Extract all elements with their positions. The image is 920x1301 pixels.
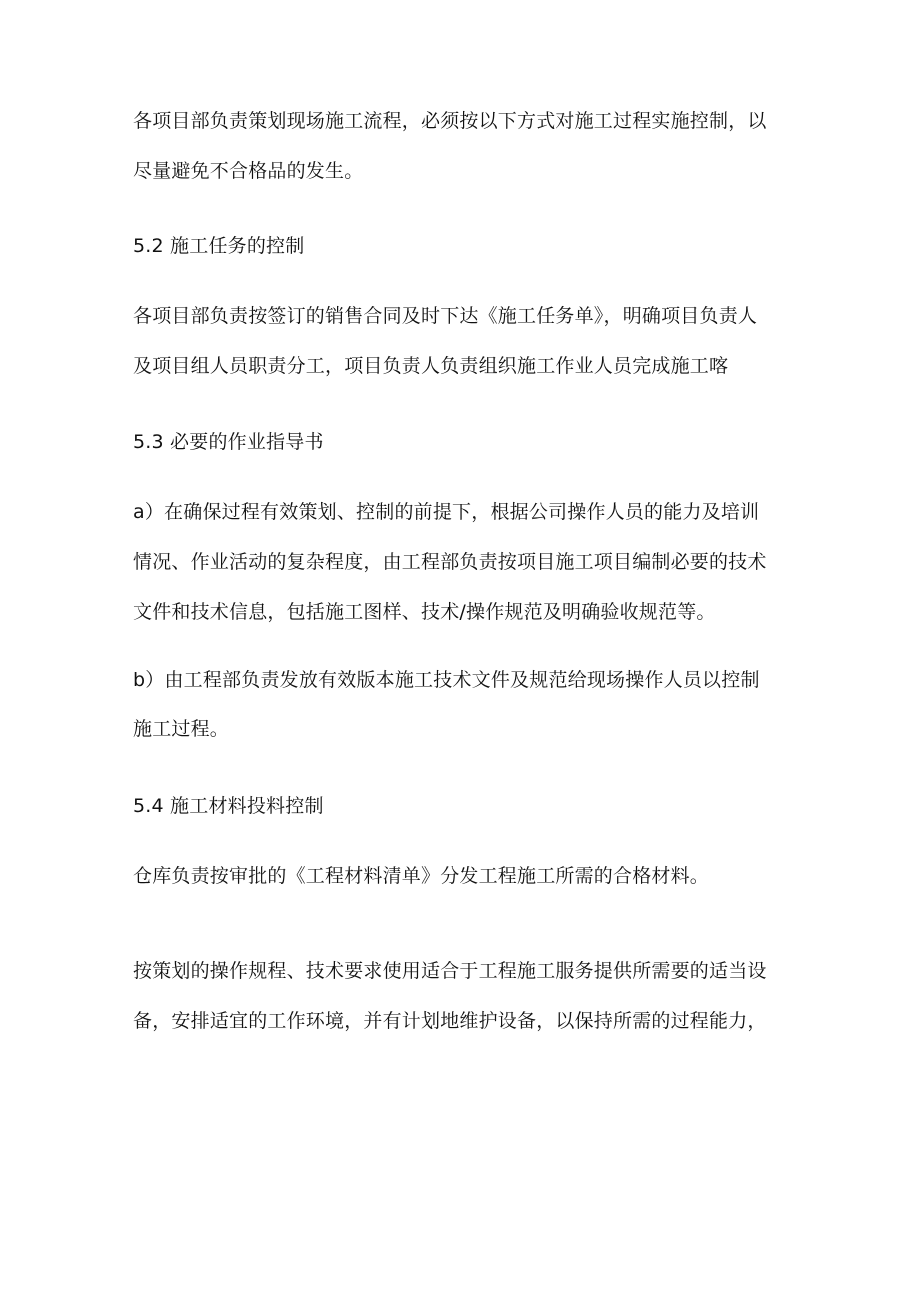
equipment-line-2: 备，安排适宜的工作环境，并有计划地维护设备，以保持所需的过程能力， <box>133 1010 767 1032</box>
section-5-4-heading: 5.4 施工材料投料控制 <box>133 795 324 817</box>
section-5-2-line-1: 各项目部负责按签订的销售合同及时下达《施工任务单》，明确项目负责人 <box>133 305 758 327</box>
item-a-line-3: 文件和技术信息，包括施工图样、技术/操作规范及明确验收规范等。 <box>133 601 716 623</box>
intro-line-2: 尽量避免不合格品的发生。 <box>133 160 364 182</box>
item-a-line-1: a）在确保过程有效策划、控制的前提下，根据公司操作人员的能力及培训 <box>133 501 760 523</box>
intro-line-1: 各项目部负责策划现场施工流程，必须按以下方式对施工过程实施控制，以 <box>133 110 767 132</box>
item-b-line-1: b）由工程部负责发放有效版本施工技术文件及规范给现场操作人员以控制 <box>133 669 760 691</box>
section-5-4-line-1: 仓库负责按审批的《工程材料清单》分发工程施工所需的合格材料。 <box>133 865 710 887</box>
equipment-line-1: 按策划的操作规程、技术要求使用适合于工程施工服务提供所需要的适当设 <box>133 960 767 982</box>
section-5-2-line-2: 及项目组人员职责分工，项目负责人负责组织施工作业人员完成施工喀 <box>133 355 729 377</box>
item-a-line-2: 情况、作业活动的复杂程度，由工程部负责按项目施工项目编制必要的技术 <box>133 551 767 573</box>
item-b-line-2: 施工过程。 <box>133 718 230 740</box>
section-5-2-heading: 5.2 施工任务的控制 <box>133 235 305 257</box>
section-5-3-heading: 5.3 必要的作业指导书 <box>133 431 324 453</box>
